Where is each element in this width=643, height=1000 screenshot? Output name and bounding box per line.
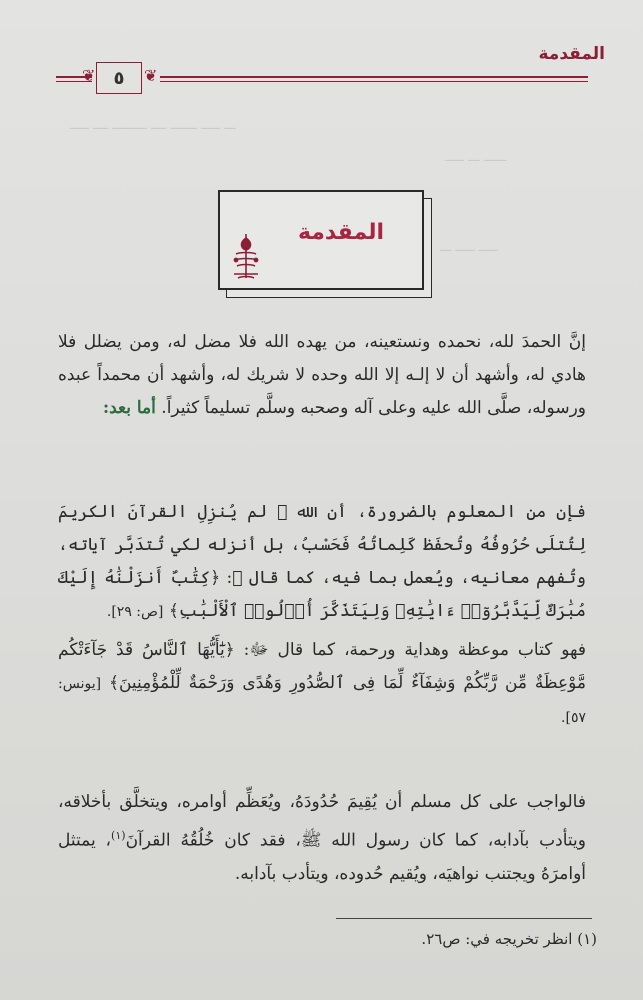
- bleed-through-mark: ـــ ـــــ ـــــــ ــــ ـــــــــ ــــ ـــــ: [70, 118, 236, 133]
- page-number: ٥: [96, 62, 142, 94]
- header-rule-right-thin: [160, 81, 588, 82]
- floral-ornament-icon: [230, 230, 262, 282]
- bleed-through-mark: ـــــ ـــــ ـــ: [440, 240, 498, 255]
- obligation-text: فالواجب على كل مسلم أن يُقِيمَ حُدُودَهُ، ويُعَظِّم أوامره، ويتخلَّق بأخلاقه، ويتأدب بآدابه، كما كان رسول الله ﷺ، فقد كان خُلُقُهُ القرآنَ: [58, 792, 586, 851]
- verse-reference: [ص: ٢٩].: [106, 604, 164, 620]
- footnote: (١) انظر تخريجه في: ص٢٦.: [421, 930, 597, 948]
- paragraph-obligation: [58, 786, 586, 891]
- mercy-text: فهو كتاب موعظة وهداية ورحمة، كما قال ﷻ: ﴿يَٰٓأَيُّهَا ٱلنَّاسُ قَدْ جَآءَتْكُم مَّوْعِظَةٌ مِّن رَّبِّكُمْ وَشِفَآءٌ لِّمَا فِى ٱلصُّدُورِ وَهُدًى وَرَحْمَةٌ لِّلْمُؤْمِنِينَ﴾: [58, 640, 587, 693]
- footnote-marker[interactable]: (١): [111, 829, 126, 842]
- quran-purpose-text: فإن من المعلوم بالضرورة، أن الله ﷻ لم يُنزِلِ القرآنَ الكريمَ لِتُتلَى حُرُوفُهُ وتُحفَظ كَلِماتُهُ فَحَسْبُ، بل أنزله لكي تُتدَبَّر آياته، وتُفهم معانيه، ويُعمل بما فيه، كما قال ﷻ: ﴿كِتَٰبٌ أَنزَلْنَٰهُ إِلَيْكَ مُبَٰرَكٌ لِّيَدَّبَّرُوٓا۟ ءَايَٰتِهِۦ وَلِيَتَذَكَّرَ أُو۟لُوا۟ ٱلْأَلْبَٰبِ﴾: [58, 502, 586, 621]
- amma-bad-heading: أما بعد:: [102, 398, 156, 418]
- paragraph-intro: [58, 326, 586, 425]
- paragraph-quran-purpose: [58, 496, 586, 629]
- paragraph-mercy: [58, 634, 586, 735]
- footnote-separator: [336, 918, 592, 919]
- fleuron-icon: ❦: [144, 66, 158, 85]
- intro-text: إنَّ الحمدَ لله، نحمده ونستعينه، من يهده الله فلا مضل له، ومن يضلل فلا هادي له، وأشهد أن لا إلـه إلا الله وحده لا شريك له، وأشهد أن محمداً عبده ورسوله، صلَّى الله عليه وعلى آله وصحبه وسلَّم تسليماً كثيراً.: [58, 332, 586, 418]
- obligation-text-end: ، يمتثل أوامرَهُ ويجتنب نواهيَه، ويُقيم حُدوده، ويتأدب بآدابه.: [58, 830, 586, 884]
- section-title: المقدمة: [297, 220, 384, 245]
- running-title: المقدمة: [538, 44, 605, 64]
- header-rule-right: [160, 76, 588, 78]
- verse-reference: [يونس: ٥٧].: [58, 676, 586, 726]
- bleed-through-mark: ــــــ ـــ ـــــ: [445, 150, 507, 165]
- fleuron-icon: ❦: [82, 66, 96, 85]
- section-title-box: [218, 190, 424, 290]
